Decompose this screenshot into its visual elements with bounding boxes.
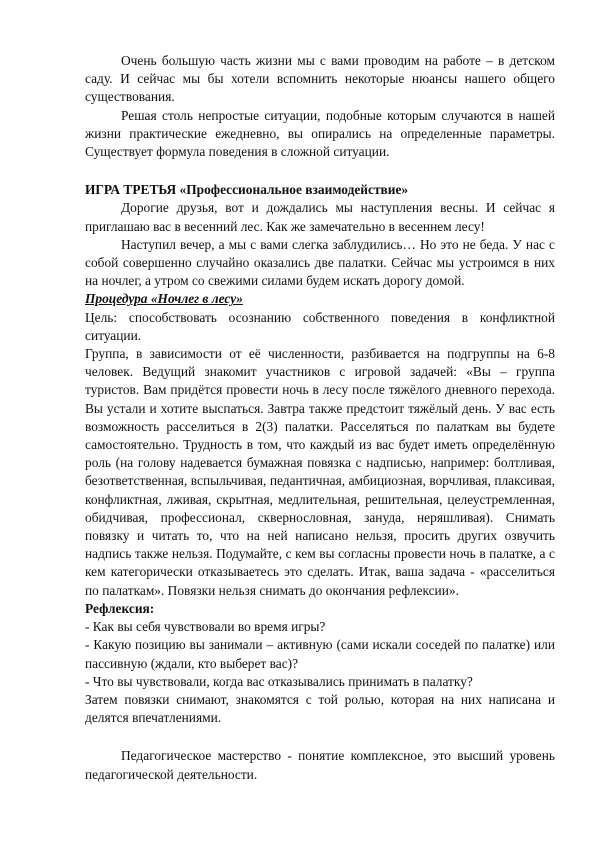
procedure-title: Процедура «Ночлег в лесу» [85,291,243,307]
intro-paragraph-1: Очень большую часть жизни мы с вами проводим на работе – в детском саду. И сейчас мы бы хотели вспомнить некоторые нюансы нашего общего существования. [85,53,555,105]
game-paragraph-2: Наступил вечер, а мы с вами слегка заблудились… Но это не беда. У нас с собой совершенно случайно оказались две палатки. Сейчас мы устроимся в них на ночлег, а утром со свежими силами будем искать дорогу домой. [85,236,555,289]
reflection-question-3: - Что вы чувствовали, когда вас отказывались принимать в палатку? [85,673,473,689]
reflection-question-2: - Какую позицию вы занимали – активную (сами искали соседей по палатке) или пассивную (ждали, кто выберет вас)? [85,637,555,671]
spacer [85,161,555,181]
game-title: ИГРА ТРЕТЬЯ «Профессиональное взаимодействие» [85,182,409,198]
reflection-closing: Затем повязки снимают, знакомятся с той ролью, которая на них написана и делятся впечатлениями. [85,691,555,726]
reflection-question-1: - Как вы себя чувствовали во время игры? [85,619,326,635]
game-paragraph-1: Дорогие друзья, вот и дождались мы наступления весны. И сейчас я приглашаю вас в весенний лес. Как же замечательно в весеннем лесу! [85,200,555,234]
reflection-title: Рефлексия: [85,600,155,616]
procedure-goal: Цель: способствовать осознанию собственного поведения в конфликтной ситуации. [85,309,555,343]
conclusion-paragraph: Педагогическое мастерство - понятие комплексное, это высший уровень педагогической деятельности. [85,748,555,782]
procedure-body: Группа, в зависимости от её численности, разбивается на подгруппы на 6-8 человек. Ведущий знакомит участников с игровой задачей: «Вы – группа туристов. Вам придётся провести ночь в лесу после тяжёлого дневного перехода. Вы устали и хотите выспаться. Завтра также предстоит тяжёлый день. У вас есть возможность расселиться в 2(3) палатки. Расселяться по палаткам вы будете самостоятельно. Трудность в том, что каждый из вас будет иметь определённую роль (на голову надевается бумажная повязка с надписью, например: болтливая, безответственная, вспыльчивая, педантичная, амбициозная, ворчливая, плаксивая, конфликтная, лживая, скрытная, медлительная, решительная, целеустремленная, обидчивая, профессионал, сквернословная, зануда, неряшливая). Снимать повязку и читать то, что на ней написано нельзя, просить других озвучить надпись также нельзя. Подумайте, с кем вы согласны провести ночь в палатке, а с кем категорически отказываетесь это сделать. Итак, ваша задача - «расселиться по палаткам». Повязки нельзя снимать до окончания рефлексии». [85,346,555,598]
spacer [85,727,555,747]
document-page [85,52,555,784]
intro-paragraph-2: Решая столь непростые ситуации, подобные которым случаются в нашей жизни практические ежедневно, вы опирались на определенные параметры. Существует формула поведения в сложной ситуации. [85,107,555,160]
